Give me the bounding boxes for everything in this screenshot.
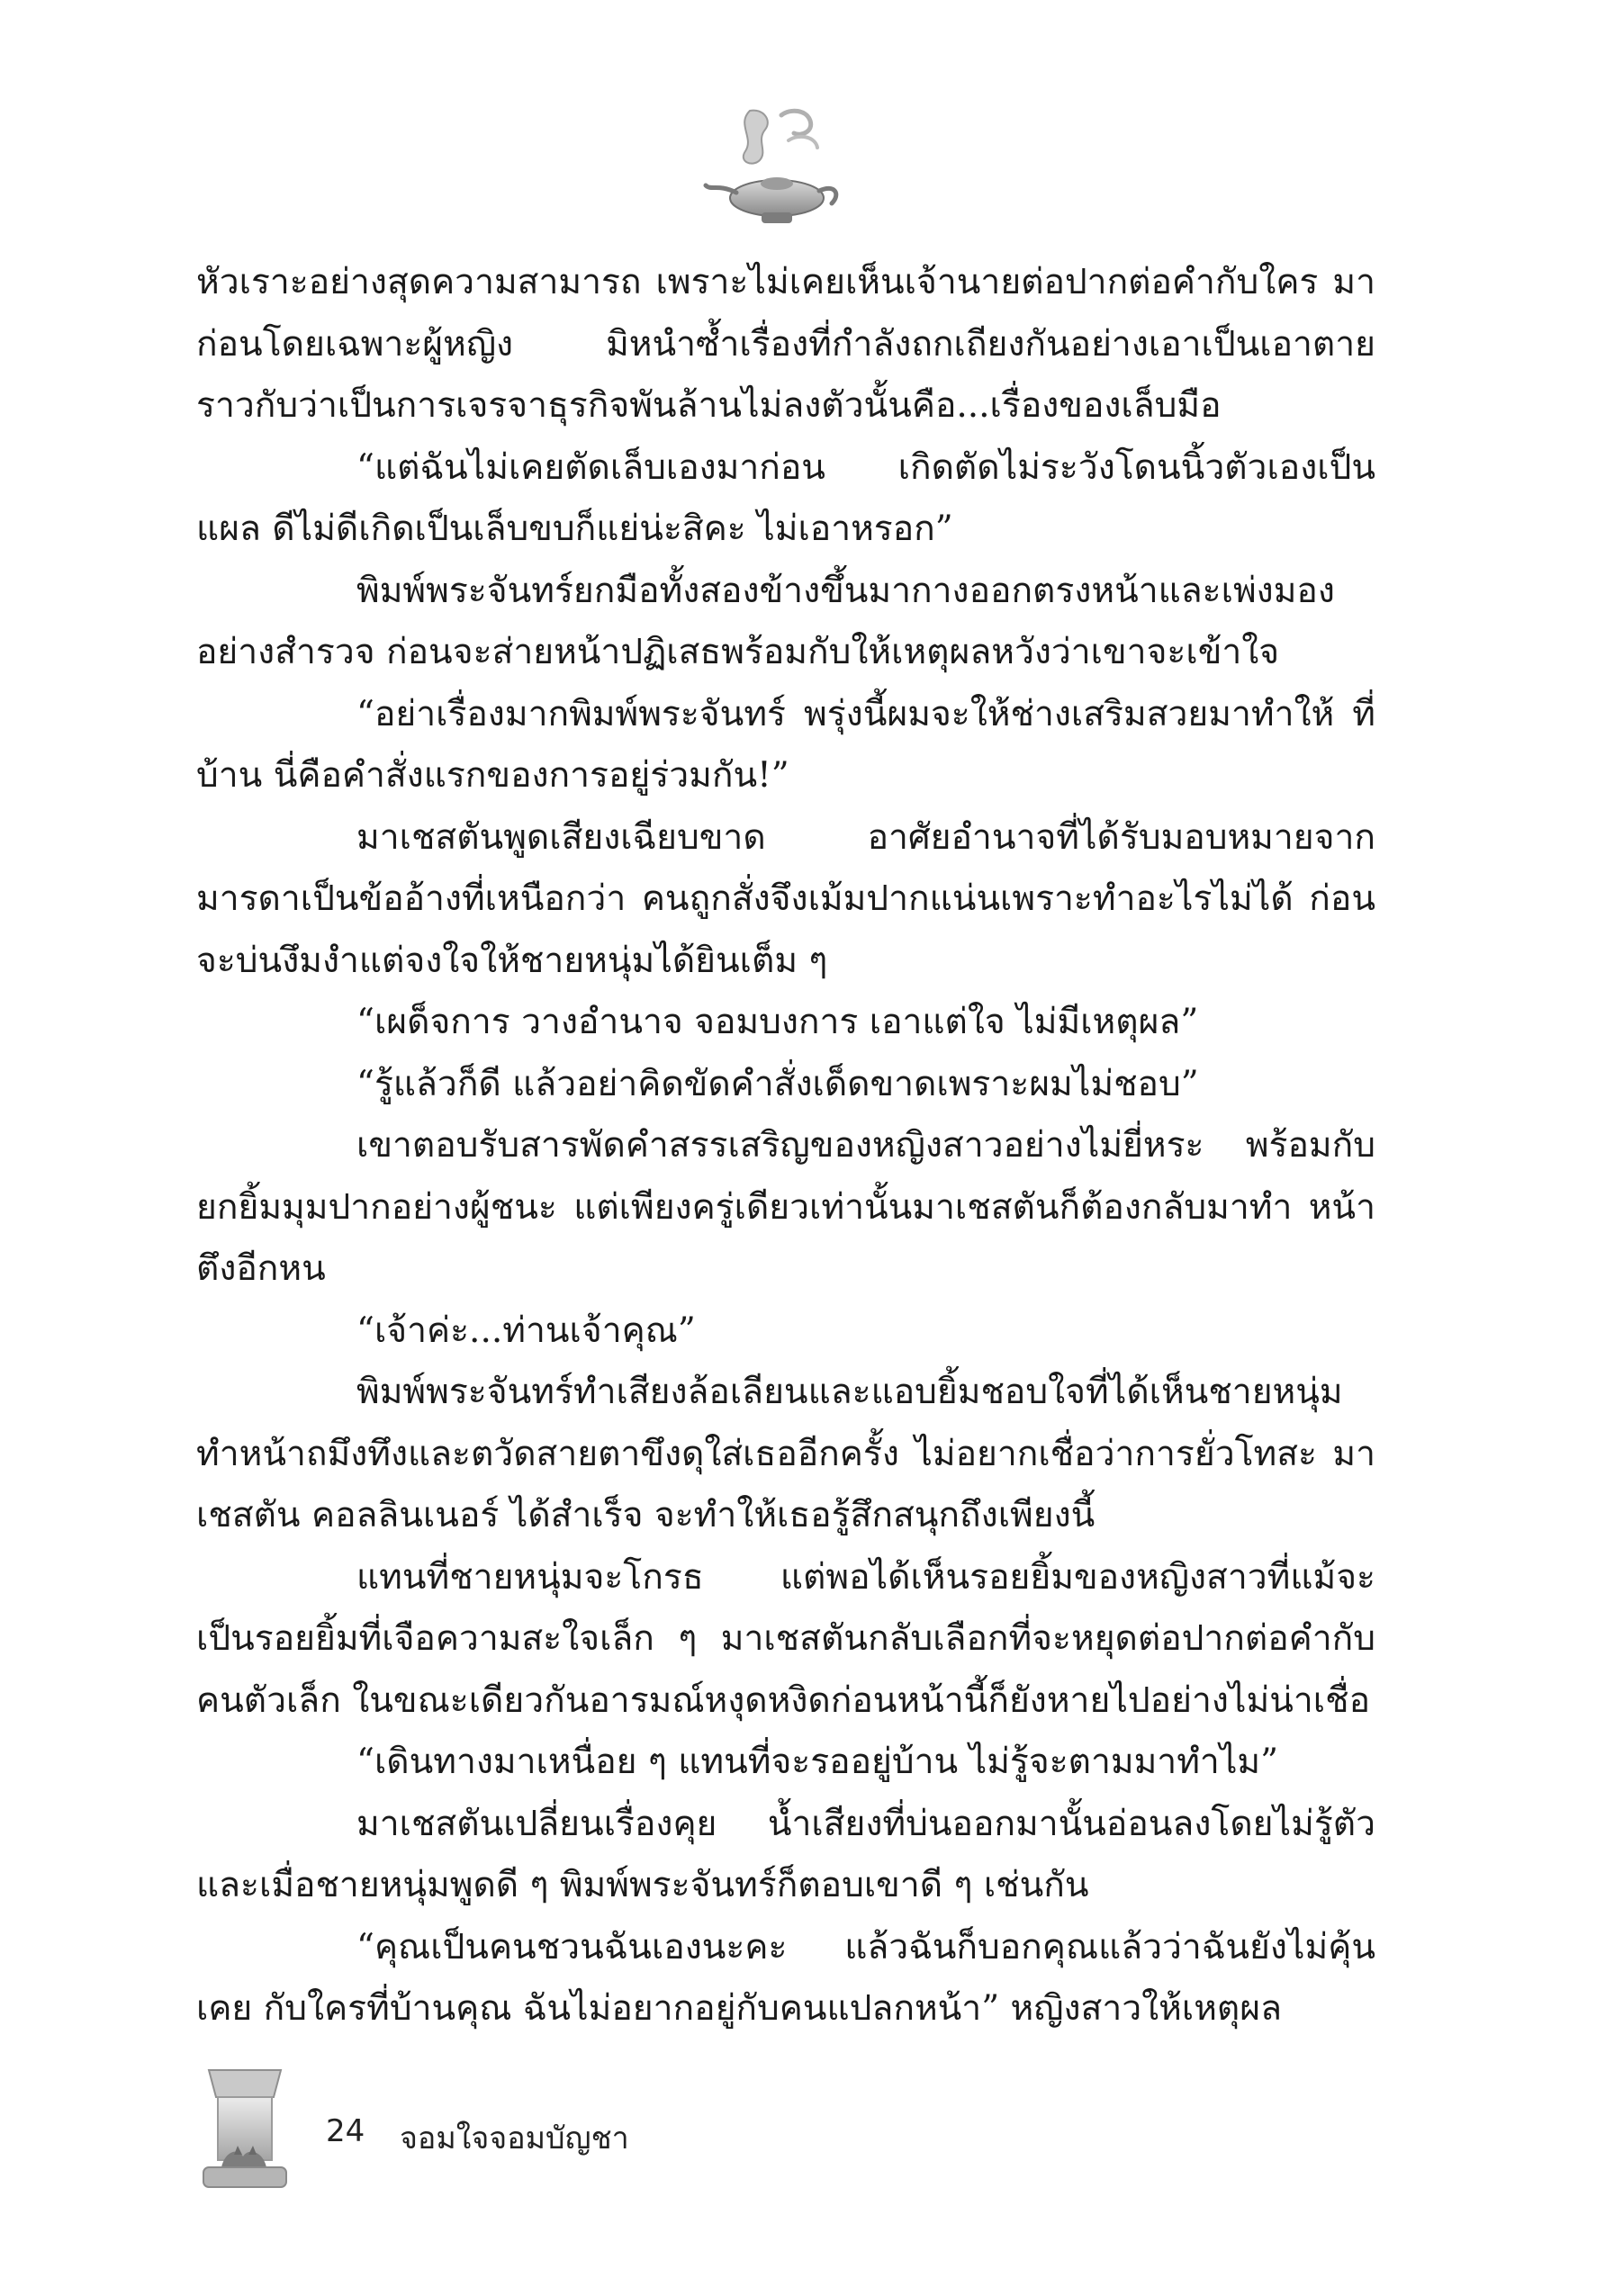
page-number: 24	[326, 2113, 365, 2149]
paragraph: หัวเราะอย่างสุดความสามารถ เพราะไม่เคยเห็นเจ้านายต่อปากต่อคำกับใคร มาก่อนโดยเฉพาะผู้หญิง มิหนำซ้ำเรื่องที่กำลังถกเถียงกันอย่างเอาเป็นเอาตาย ราวกับว่าเป็นการเจรจาธุรกิจพันล้านไม่ลงตัวนั้นคือ...เรื่องของเล็บมือ	[196, 262, 1375, 426]
paragraph: มาเชสตันเปลี่ยนเรื่องคุย น้ำเสียงที่บ่นออกมานั้นอ่อนลงโดยไม่รู้ตัว และเมื่อชายหนุ่มพูดดี ๆ พิมพ์พระจันทร์ก็ตอบเขาดี ๆ เช่นกัน	[196, 1803, 1375, 1905]
paragraph: “รู้แล้วก็ดี แล้วอย่าคิดขัดคำสั่งเด็ดขาดเพราะผมไม่ชอบ”	[356, 1063, 1199, 1104]
magic-lamp-icon	[700, 97, 853, 232]
page-footer	[191, 2061, 821, 2196]
paragraph: “เจ้าค่ะ...ท่านเจ้าคุณ”	[356, 1310, 696, 1351]
paragraph: พิมพ์พระจันทร์ทำเสียงล้อเลียนและแอบยิ้มชอบใจที่ได้เห็นชายหนุ่ม ทำหน้าถมึงทึงและตวัดสายตาขึงดุใส่เธออีกครั้ง ไม่อยากเชื่อว่าการยั่วโทสะ มาเชสตัน คอลลินเนอร์ ได้สำเร็จ จะทำให้เธอรู้สึกสนุกถึงเพียงนี้	[196, 1372, 1375, 1535]
book-title: จอมใจจอมบัญชา	[400, 2120, 629, 2156]
paragraph: “แต่ฉันไม่เคยตัดเล็บเองมาก่อน เกิดตัดไม่ระวังโดนนิ้วตัวเองเป็น แผล ดีไม่ดีเกิดเป็นเล็บขบก็แย่น่ะสิคะ ไม่เอาหรอก”	[196, 446, 1375, 549]
paragraph: “เดินทางมาเหนื่อย ๆ แทนที่จะรออยู่บ้าน ไม่รู้จะตามมาทำไม”	[356, 1742, 1279, 1782]
paragraph: “คุณเป็นคนชวนฉันเองนะคะ แล้วฉันก็บอกคุณแล้วว่าฉันยังไม่คุ้นเคย กับใครที่บ้านคุณ ฉันไม่อยากอยู่กับคนแปลกหน้า” หญิงสาวให้เหตุผล	[196, 1926, 1375, 2029]
paragraph: “อย่าเรื่องมากพิมพ์พระจันทร์ พรุ่งนี้ผมจะให้ช่างเสริมสวยมาทำให้ ที่บ้าน นี่คือคำสั่งแรกของการอยู่ร่วมกัน!”	[196, 693, 1375, 796]
lantern-cat-icon	[191, 2061, 299, 2196]
paragraph: แทนที่ชายหนุ่มจะโกรธ แต่พอได้เห็นรอยยิ้มของหญิงสาวที่แม้จะ เป็นรอยยิ้มที่เจือความสะใจเล็ก ๆ มาเชสตันกลับเลือกที่จะหยุดต่อปากต่อคำกับ คนตัวเล็ก ในขณะเดียวกันอารมณ์หงุดหงิดก่อนหน้านี้ก็ยังหายไปอย่างไม่น่าเชื่อ	[196, 1556, 1375, 1721]
body-text	[196, 252, 1375, 2040]
paragraph: “เผด็จการ วางอำนาจ จอมบงการ เอาแต่ใจ ไม่มีเหตุผล”	[356, 1002, 1199, 1042]
paragraph: พิมพ์พระจันทร์ยกมือทั้งสองข้างขึ้นมากางออกตรงหน้าและเพ่งมอง อย่างสำรวจ ก่อนจะส่ายหน้าปฏิเสธพร้อมกับให้เหตุผลหวังว่าเขาจะเข้าใจ	[196, 570, 1335, 672]
paragraph: เขาตอบรับสารพัดคำสรรเสริญของหญิงสาวอย่างไม่ยี่หระ พร้อมกับ ยกยิ้มมุมปากอย่างผู้ชนะ แต่เพียงครู่เดียวเท่านั้นมาเชสตันก็ต้องกลับมาทำ หน้าตึงอีกหน	[196, 1125, 1375, 1289]
paragraph: มาเชสตันพูดเสียงเฉียบขาด อาศัยอำนาจที่ได้รับมอบหมายจาก มารดาเป็นข้ออ้างที่เหนือกว่า คนถูกสั่งจึงเม้มปากแน่นเพราะทำอะไรไม่ได้ ก่อนจะบ่นงึมงำแต่จงใจให้ชายหนุ่มได้ยินเต็ม ๆ	[196, 816, 1375, 981]
